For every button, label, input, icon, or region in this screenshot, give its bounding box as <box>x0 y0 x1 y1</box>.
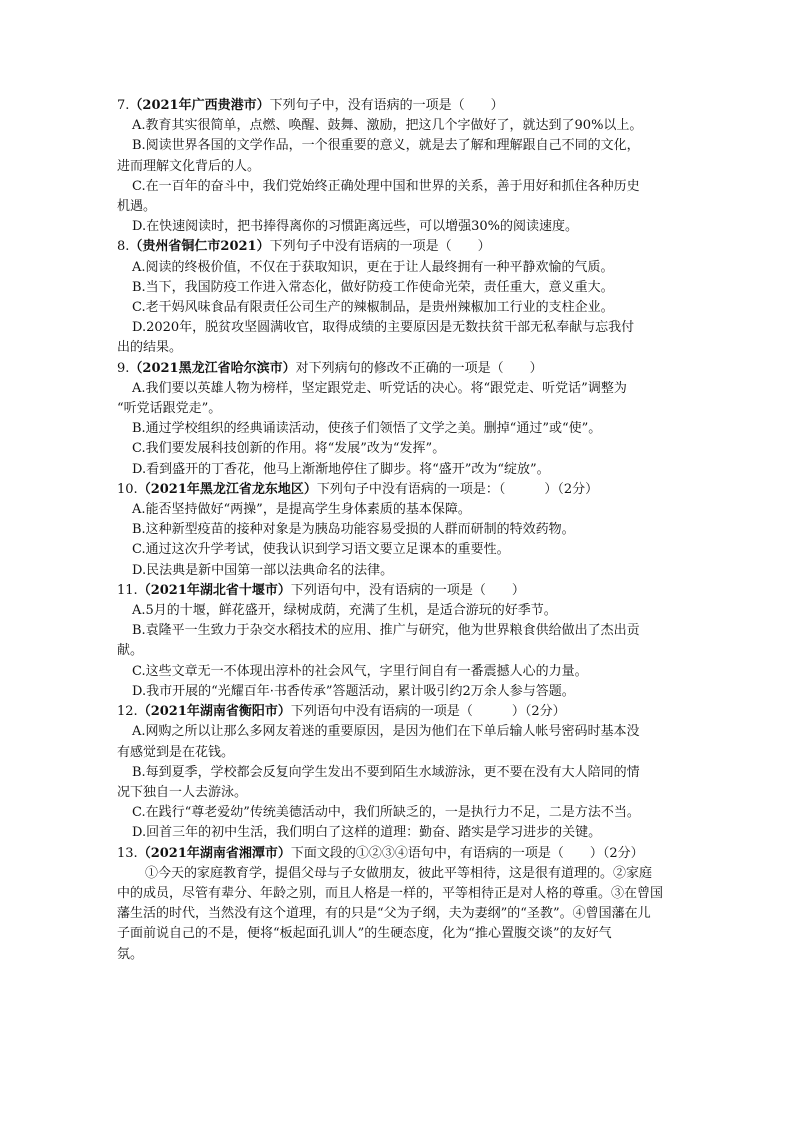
answer-option: B.当下，我国防疫工作进入常态化，做好防疫工作使命光荣，责任重大，意义重大。 <box>132 279 614 295</box>
question-number: 8. <box>117 239 130 255</box>
answer-option: C.我们要发展科技创新的作用。将“发展”改为“发挥”。 <box>132 441 446 457</box>
question-10 <box>117 480 677 581</box>
question-number: 10. <box>117 481 138 497</box>
question-heading <box>117 480 677 500</box>
question-stem: 下列语句中，没有语病的一项是（ ） <box>290 582 525 598</box>
question-13 <box>117 844 677 965</box>
answer-option: A.我们要以英雄人物为榜样，坚定跟党走、听党话的决心。将“跟党走、听党话”调整为 <box>132 380 627 396</box>
question-stem: 对下列病句的修改不正确的一项是（ ） <box>295 360 543 376</box>
answer-option: B.这种新型疫苗的接种对象是为胰岛功能容易受损的人群而研制的特效药物。 <box>132 522 575 538</box>
document-page <box>117 96 677 965</box>
text-line: 况下独自一人去游泳。 <box>117 784 248 800</box>
answer-option: B.通过学校组织的经典诵读活动，使孩子们领悟了文学之美。删掉“通过”或“使”。 <box>132 421 602 437</box>
question-number: 12. <box>117 704 138 720</box>
answer-option: A.能否坚持做好“两操”，是提高学生身体素质的基本保障。 <box>132 502 471 518</box>
question-stem: 下列句子中没有语病的一项是：（ ）（2分） <box>316 481 599 497</box>
question-heading <box>117 581 677 601</box>
question-8 <box>117 237 677 358</box>
answer-option: C.这些文章无一不体现出淳朴的社会风气，字里行间自有一番震撼人心的力量。 <box>132 663 588 679</box>
text-line: 子面前说自己的不是，便将“板起面孔训人”的生硬态度，化为“推心置腹交谈”的友好气 <box>117 926 612 942</box>
answer-option: D.回首三年的初中生活，我们明白了这样的道理：勤奋、踏实是学习进步的关键。 <box>132 825 602 841</box>
text-line: 氛。 <box>117 946 144 962</box>
question-stem: 下列句子中没有语病的一项是（ ） <box>269 239 491 255</box>
text-line: “听党话跟党走”。 <box>117 401 222 417</box>
question-stem: 下列句子中，没有语病的一项是（ ） <box>269 98 504 113</box>
question-source: （2021黑龙江省哈尔滨市） <box>129 360 296 376</box>
question-source: （2021年广西贵港市） <box>129 98 270 113</box>
text-line: 进而理解文化背后的人。 <box>117 158 261 174</box>
question-11 <box>117 581 677 702</box>
text-line: 藩生活的时代，当然没有这个道理，有的只是“父为子纲，夫为妻纲”的“圣教”。④曾国藩在儿 <box>117 906 651 922</box>
question-stem: 下面文段的①②③④语句中，有语病的一项是（ ）（2分） <box>290 845 644 861</box>
answer-option: B.每到夏季，学校都会反复向学生发出不要到陌生水域游泳，更不要在没有大人陪同的情 <box>132 764 640 780</box>
question-number: 7. <box>117 98 130 113</box>
question-source: （贵州省铜仁市2021） <box>129 239 270 255</box>
question-number: 11. <box>117 582 138 598</box>
answer-option: A.网购之所以让那么多网友着迷的重要原因，是因为他们在下单后输人帐号密码时基本没 <box>132 724 640 740</box>
text-line: 有感觉到是在花钱。 <box>117 744 235 760</box>
question-source: （2021年湖南省湘潭市） <box>137 845 291 861</box>
text-line: 献。 <box>117 643 144 659</box>
question-heading <box>117 844 677 864</box>
text-line: 中的成员，尽管有辈分、年龄之别，而且人格是一样的，平等相待正是对人格的尊重。③在曾国 <box>117 885 664 901</box>
question-source: （2021年黑龙江省龙东地区） <box>137 481 317 497</box>
question-source: （2021年湖北省十堰市） <box>137 582 291 598</box>
question-number: 13. <box>117 845 138 861</box>
answer-option: B.袁隆平一生致力于杂交水稻技术的应用、推广与研究，他为世界粮食供给做出了杰出贡 <box>132 623 640 639</box>
question-stem: 下列语句中没有语病的一项是（ ）（2分） <box>290 704 566 720</box>
answer-option: D.我市开展的“光耀百年·书香传承”答题活动，累计吸引约2万余人参与答题。 <box>132 683 575 699</box>
answer-option: D.2020年，脱贫攻坚圆满收官，取得成绩的主要原因是无数扶贫干部无私奉献与忘我付 <box>132 320 635 336</box>
question-heading <box>117 359 677 379</box>
text-line: 出的结果。 <box>117 340 183 356</box>
question-heading <box>117 702 677 722</box>
question-12 <box>117 702 677 843</box>
answer-option: C.在践行“尊老爱幼”传统美德活动中，我们所缺乏的，一是执行力不足，二是方法不当。 <box>132 805 640 821</box>
text-line: 机遇。 <box>117 199 157 215</box>
question-9 <box>117 359 677 480</box>
answer-option: D.民法典是新中国第一部以法典命名的法律。 <box>132 562 394 578</box>
text-line: ①今天的家庭教育学，提倡父母与子女做朋友，彼此平等相待，这是很有道理的。②家庭 <box>145 865 653 881</box>
question-heading <box>117 237 677 257</box>
question-number: 9. <box>117 360 130 376</box>
answer-option: A.教育其实很简单，点燃、唤醒、鼓舞、激励，把这几个字做好了，就达到了90%以上。 <box>132 118 643 134</box>
answer-option: A.5月的十堰，鲜花盛开，绿树成荫，充满了生机，是适合游玩的好季节。 <box>132 603 557 619</box>
answer-option: D.在快速阅读时，把书捧得离你的习惯距离远些，可以增强30%的阅读速度。 <box>132 219 578 235</box>
question-heading <box>117 96 677 116</box>
answer-option: B.阅读世界各国的文学作品，一个很重要的意义，就是去了解和理解跟自己不同的文化， <box>132 138 640 154</box>
answer-option: C.通过这次升学考试，使我认识到学习语文要立足课本的重要性。 <box>132 542 510 558</box>
answer-option: D.看到盛开的丁香花，他马上渐渐地停住了脚步。将“盛开”改为“绽放”。 <box>132 461 550 477</box>
answer-option: C.老干妈风味食品有限责任公司生产的辣椒制品，是贵州辣椒加工行业的支柱企业。 <box>132 300 614 316</box>
question-7 <box>117 96 677 237</box>
question-source: （2021年湖南省衡阳市） <box>137 704 291 720</box>
answer-option: C.在一百年的奋斗中，我们党始终正确处理中国和世界的关系，善于用好和抓住各种历史 <box>132 178 640 194</box>
answer-option: A.阅读的终极价值，不仅在于获取知识，更在于让人最终拥有一种平静欢愉的气质。 <box>132 259 614 275</box>
